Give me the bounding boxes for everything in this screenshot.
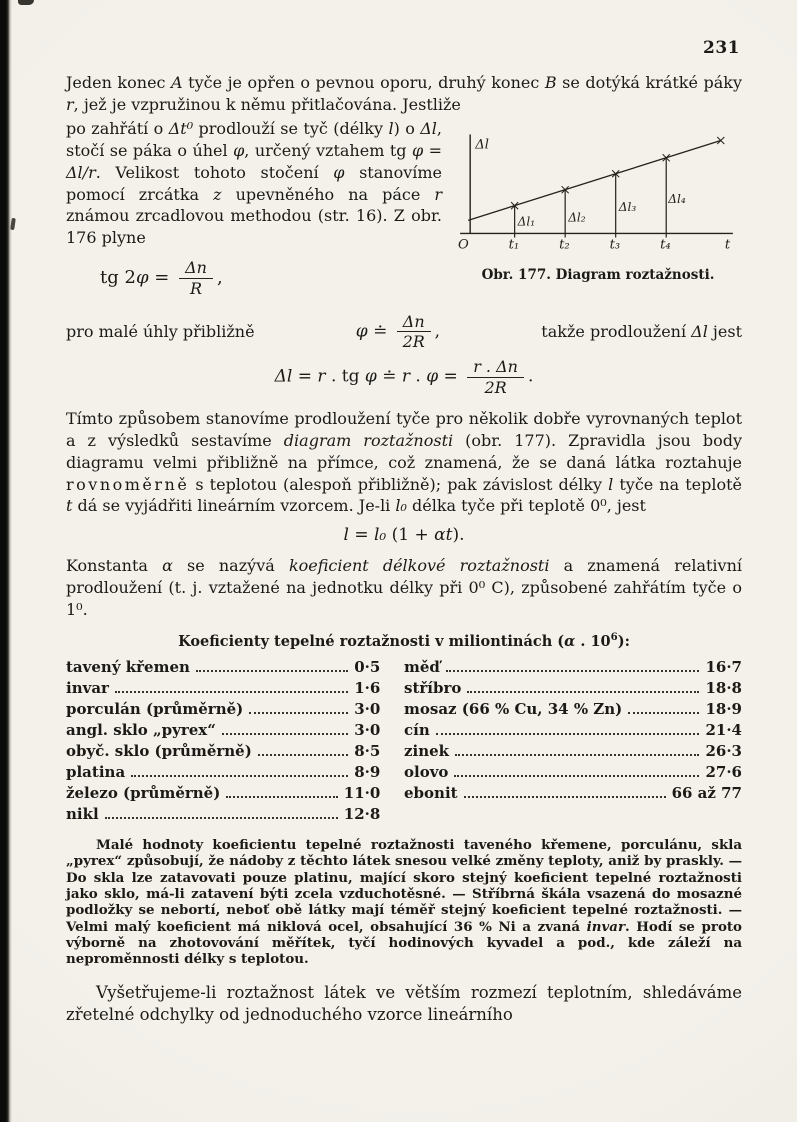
- dot-leader: [222, 733, 348, 735]
- dot-leader: [115, 691, 348, 693]
- text-segment: B: [544, 73, 557, 92]
- table-row: [66, 741, 380, 762]
- table-row: [66, 720, 380, 741]
- text-segment: φ: [333, 162, 345, 182]
- text-segment: , jež je vzpružinou k němu přitlačována. Jestliže: [73, 94, 461, 114]
- substance-name: obyč. sklo (průměrně): [66, 741, 252, 760]
- fraction-numerator: r . Δn: [467, 358, 524, 377]
- page-number: 231: [703, 38, 740, 58]
- text-segment: φ: [364, 366, 377, 387]
- text-segment: délka tyče při teplotě 0⁰, jest: [406, 496, 646, 516]
- table-row: [66, 657, 380, 678]
- expansion-diagram: [454, 120, 742, 257]
- coefficient-value: 16·7: [705, 657, 742, 676]
- substance-name: tavený křemen: [66, 657, 190, 676]
- dot-leader: [467, 691, 699, 693]
- scan-artifact: [10, 218, 16, 230]
- coefficient-value: 11·0: [343, 783, 381, 802]
- text-segment: A: [171, 73, 183, 92]
- formula-text: [100, 267, 175, 288]
- text-segment: jest: [707, 322, 742, 342]
- y-axis-label: Δl: [475, 137, 489, 153]
- text-segment: Δl: [691, 322, 708, 342]
- origin-label: O: [458, 237, 469, 253]
- coefficient-value: 0·5: [354, 657, 381, 676]
- scan-artifact: [18, 0, 34, 5]
- formula-phi-approx: [356, 313, 440, 351]
- text-segment: =: [292, 366, 318, 387]
- text-segment: stanovíme pomocí zrcátka: [66, 162, 443, 204]
- substance-name: invar: [66, 678, 109, 697]
- text-segment: koeficient délkové roztažnosti: [288, 556, 550, 576]
- text-segment: l₀: [373, 525, 387, 546]
- text-segment: ).: [452, 525, 465, 546]
- x-axis-label: t: [724, 237, 731, 253]
- table-row: [66, 804, 380, 825]
- substance-name: mosaz (66 % Cu, 34 % Zn): [404, 699, 623, 718]
- text-segment: r: [434, 184, 443, 204]
- text-segment: rovnoměrně: [66, 474, 190, 494]
- approx-left-text: pro malé úhly přibližně: [66, 322, 255, 342]
- substance-name: železo (průměrně): [66, 783, 221, 802]
- substance-name: měď: [404, 657, 440, 676]
- text-segment: Tímto způsobem stanovíme prodloužení tyče pro několik dobře vyrovnaných teplot a z výsledků sestavíme: [66, 408, 742, 450]
- table-row: [66, 678, 380, 699]
- intro-paragraph: [66, 72, 742, 116]
- coefficient-value: 3·0: [354, 720, 381, 739]
- fraction-denominator: R: [189, 278, 203, 298]
- text-segment: Koeficienty tepelné roztažnosti v miliontinách (: [178, 632, 565, 650]
- table-row: [404, 720, 742, 741]
- substance-name: zinek: [404, 741, 450, 760]
- x-tick-label: t₄: [660, 237, 671, 253]
- dot-leader: [105, 817, 338, 819]
- text-segment: po zahřátí o: [66, 118, 169, 138]
- dot-leader: [436, 733, 700, 735]
- text-segment: r: [401, 366, 410, 387]
- text-segment: , stočí se páka o úhel: [66, 118, 443, 160]
- substance-name: ebonit: [404, 783, 458, 802]
- fraction: [179, 259, 213, 297]
- table-row: [404, 657, 742, 678]
- text-segment: prodlouží se tyč (délky: [193, 118, 389, 138]
- segment-label: Δl₁: [517, 214, 536, 229]
- text-segment: .: [410, 366, 427, 387]
- text-segment: . 10: [575, 632, 611, 650]
- coefficient-column-left: [66, 657, 380, 825]
- text-segment: upevněného na páce: [221, 184, 435, 204]
- text-segment: Δl/r: [66, 162, 96, 182]
- text-segment: se nazývá: [172, 556, 289, 576]
- table-row: [404, 699, 742, 720]
- substance-name: cín: [404, 720, 430, 739]
- text-segment: αt: [434, 525, 453, 546]
- text-segment: t: [66, 496, 73, 516]
- dot-leader: [196, 670, 348, 672]
- coefficients-heading: [66, 631, 742, 650]
- formula-text: [275, 367, 464, 387]
- text-segment: φ: [426, 366, 439, 387]
- segment-label: Δl₄: [668, 191, 686, 206]
- coefficient-value: 12·8: [343, 804, 381, 823]
- fraction: [467, 358, 524, 396]
- dot-leader: [455, 754, 699, 756]
- dot-leader: [628, 712, 699, 714]
- x-tick-label: t₁: [508, 237, 520, 253]
- text-segment: α: [564, 632, 576, 650]
- text-segment: l: [608, 474, 614, 494]
- table-row: [404, 762, 742, 783]
- dot-leader: [446, 670, 700, 672]
- dot-leader: [454, 775, 699, 777]
- coefficient-value: 1·6: [354, 678, 381, 697]
- coefficient-value: 3·0: [354, 699, 381, 718]
- text-figure-section: [66, 118, 742, 297]
- table-row: [66, 699, 380, 720]
- table-row: [66, 783, 380, 804]
- formula-text: .: [527, 366, 534, 387]
- text-segment: φ: [233, 140, 245, 160]
- fraction-denominator: 2R: [402, 332, 425, 352]
- formula-text: ,: [434, 321, 441, 342]
- text-segment: ):: [617, 632, 630, 650]
- method-paragraph: [66, 408, 742, 518]
- text-segment: , určený vztahem tg: [244, 140, 412, 160]
- formula-text: ,: [216, 267, 223, 289]
- text-segment: a znamená relativní prodloužení (t. j. vztažené na jednotku délky při 0⁰ C), způsobené zahřátím tyče o 1⁰.: [66, 556, 743, 620]
- text-segment: . tg: [325, 366, 365, 387]
- text-segment: =: [423, 140, 442, 160]
- text-segment: se dotýká krátké páky: [556, 73, 743, 92]
- text-segment: =: [148, 267, 176, 289]
- page-content: [66, 36, 742, 1035]
- text-segment: s teplotou (alespoň přibližně); pak závislost délky: [189, 474, 609, 494]
- coefficient-value: 66 až 77: [671, 783, 742, 802]
- coefficient-value: 18·8: [705, 678, 742, 697]
- coefficient-value: 21·4: [705, 720, 742, 739]
- text-segment: Malé hodnoty koeficientu tepelné roztažnosti taveného křemene, porculánu, skla „pyrex“ způsobují, že nádoby z těchto látek snesou velké změny teploty, aniž by praskly. — Do skla lze zatavovati pouze platinu, mající skoro stejný koeficient tepelné roztažnosti jako sklo, má-li zatavení býti zcela vzduchotěsné. — Stříbrná škála vsazená do mosazné podložky se nebortí, neboť obě látky mají téměř stejný koeficient tepelné roztažnosti. — Velmi malý koeficient má niklová ocel, obsahující 36 % Ni a zvaná: [66, 836, 742, 935]
- text-segment: l: [343, 525, 349, 546]
- substance-name: nikl: [66, 804, 99, 823]
- closing-paragraph: [66, 982, 742, 1027]
- text-segment: r: [317, 366, 326, 387]
- coefficient-value: 8·5: [354, 741, 381, 760]
- approx-line: [66, 313, 742, 351]
- coefficient-value: 27·6: [705, 762, 742, 781]
- text-segment: . Velikost tohoto stočení: [95, 162, 334, 182]
- text-segment: dá se vyjádřiti lineárním vzorcem. Je-li: [72, 496, 396, 516]
- coefficient-column-right: [404, 657, 742, 825]
- text-segment: (1 +: [386, 525, 435, 546]
- text-segment: známou zrcadlovou methodou (str. 16). Z obr. 176 plyne: [66, 206, 442, 248]
- substance-name: platina: [66, 762, 126, 781]
- text-segment: 6: [610, 631, 618, 644]
- text-segment: Δl: [274, 366, 293, 387]
- substance-name: olovo: [404, 762, 449, 781]
- text-segment: ≐: [376, 366, 402, 387]
- substance-name: angl. sklo „pyrex“: [66, 720, 216, 739]
- formula-text: [356, 321, 393, 341]
- text-segment: invar: [586, 918, 626, 935]
- text-segment: φ: [355, 321, 368, 342]
- table-row: [66, 762, 380, 783]
- text-segment: tyče je opřen o pevnou oporu, druhý konec: [182, 73, 545, 92]
- text-segment: (obr. 177). Zpravidla jsou body diagramu velmi přibližně na přímce, což znamená, že se daná látka roztahuje: [66, 430, 743, 472]
- substance-name: porculán (průměrně): [66, 699, 244, 718]
- text-segment: ≐: [367, 321, 393, 342]
- text-segment: l: [388, 118, 394, 138]
- dot-leader: [226, 796, 337, 798]
- text-segment: l₀: [395, 496, 407, 516]
- approx-right-text: [541, 322, 742, 341]
- fraction-numerator: Δn: [397, 313, 431, 332]
- text-segment: Konstanta: [66, 556, 163, 576]
- coefficient-value: 26·3: [705, 741, 742, 760]
- x-tick-label: t₂: [559, 237, 570, 253]
- x-tick-label: t₃: [609, 237, 621, 253]
- text-segment: diagram roztažnosti: [283, 430, 454, 450]
- segment-label: Δl₃: [618, 200, 637, 215]
- fraction-numerator: Δn: [179, 259, 213, 278]
- substance-name: stříbro: [404, 678, 462, 697]
- constant-paragraph: [66, 555, 742, 621]
- scan-edge: [0, 0, 12, 1122]
- text-segment: . Hodí se proto výborně na zhotovování měřítek, tyčí hodinových kyvadel a pod., kde záleží na neproměnnosti délky s teplotou.: [66, 918, 742, 968]
- text-segment: φ: [135, 267, 149, 289]
- table-row: [404, 783, 742, 804]
- table-row: [404, 678, 742, 699]
- text-segment: tyče na teplotě: [613, 474, 743, 494]
- dot-leader: [258, 754, 348, 756]
- small-print-paragraph: [66, 837, 742, 968]
- text-segment: =: [348, 525, 374, 546]
- text-segment: r: [66, 94, 74, 114]
- dot-leader: [464, 796, 666, 798]
- formula-linear: [66, 525, 742, 545]
- text-segment: takže prodloužení: [541, 322, 692, 342]
- text-segment: α: [162, 556, 173, 576]
- figure-caption: Obr. 177. Diagram roztažnosti.: [481, 266, 715, 283]
- dot-leader: [249, 712, 348, 714]
- text-segment: Jeden konec: [66, 73, 172, 92]
- coefficient-value: 18·9: [705, 699, 742, 718]
- dot-leader: [131, 775, 348, 777]
- coefficient-value: 8·9: [354, 762, 381, 781]
- text-segment: ) o: [393, 118, 421, 138]
- fraction: [397, 313, 431, 351]
- formula-elongation: [66, 358, 742, 396]
- text-segment: tg 2: [100, 267, 136, 289]
- text-segment: z: [213, 184, 222, 204]
- text-segment: =: [438, 366, 464, 387]
- coefficient-table: [66, 657, 742, 825]
- figure-obr-177: [454, 120, 742, 283]
- fraction-denominator: 2R: [484, 377, 507, 397]
- text-segment: φ: [411, 140, 424, 160]
- text-segment: Δt⁰: [168, 118, 194, 138]
- text-segment: Vyšetřujeme-li roztažnost látek ve větším rozmezí teplotním, shledáváme zřetelné odchylky od jednoduchého vzorce lineárního: [66, 982, 742, 1025]
- segment-label: Δl₂: [568, 210, 586, 225]
- text-segment: Δl: [420, 118, 437, 138]
- table-row: [404, 741, 742, 762]
